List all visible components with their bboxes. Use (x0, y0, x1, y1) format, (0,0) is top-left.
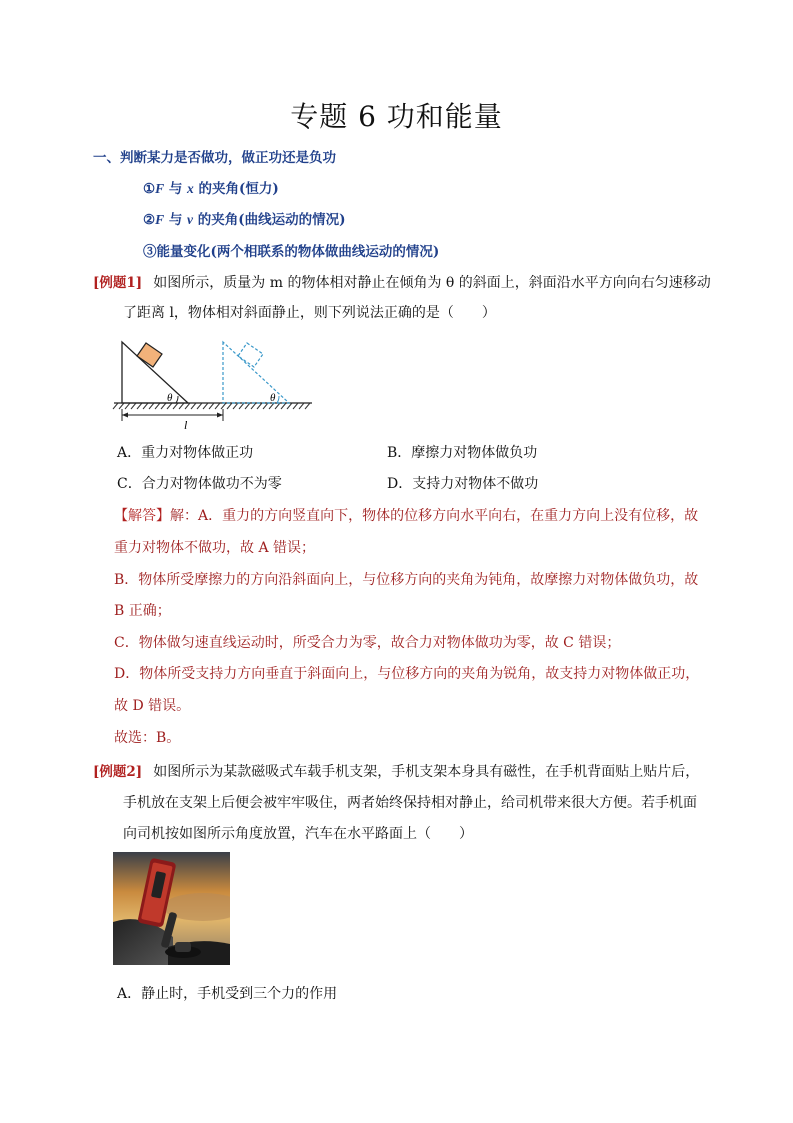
example2-question (93, 760, 699, 781)
section-item-3: ③能量变化(两个相联系的物体做曲线运动的情况) (143, 244, 440, 260)
solution-line-5: C．物体做匀速直线运动时，所受合力为零，故合力对物体做功为零，故 C 错误； (114, 635, 621, 651)
example2-label: [例题2] (93, 764, 143, 780)
solution-label: 【解答】 (114, 508, 170, 524)
option-a: A．重力对物体做正功 (117, 445, 254, 461)
page-title: 专题 6 功和能量 (290, 100, 503, 133)
example2-option-a: A．静止时，手机受到三个力的作用 (117, 986, 338, 1002)
section-item-1: ①F 与 x 的夹角(恒力) (143, 181, 279, 197)
solution-line-4: B 正确； (114, 603, 171, 619)
example1-question-line2: 了距离 l，物体相对斜面静止，则下列说法正确的是（ ） (123, 305, 496, 321)
solution-line-6: D．物体所受支持力方向垂直于斜面向上，与位移方向的夹角为锐角，故支持力对物体做正功， (114, 666, 700, 682)
example1-question-line1: 如图所示，质量为 m 的物体相对静止在倾角为 θ 的斜面上，斜面沿水平方向向右匀速移动 (153, 275, 711, 291)
solution-line-3: B．物体所受摩擦力的方向沿斜面向上，与位移方向的夹角为钝角，故摩擦力对物体做负功，故 (114, 572, 699, 588)
example2-question-line3: 向司机按如图所示角度放置，汽车在水平路面上（ ） (123, 826, 473, 842)
solution-line-2: 重力对物体不做功，故 A 错误； (114, 540, 316, 556)
inclined-plane-figure (112, 336, 318, 432)
example2-question-line2: 手机放在支架上后便会被牢牢吸住，两者始终保持相对静止，给司机带来很大方便。若手机面 (123, 795, 697, 811)
example1-question (93, 271, 711, 292)
angle-label-1: θ (167, 392, 173, 404)
solution-line-1: 【解答】解：A．重力的方向竖直向下，物体的位移方向水平向右，在重力方向上没有位移，故 (114, 508, 699, 524)
phone-holder-photo (113, 852, 230, 965)
example2-question-line1: 如图所示为某款磁吸式车载手机支架，手机支架本身具有磁性，在手机背面贴上贴片后， (153, 764, 700, 780)
section-item-2: ②F 与 v 的夹角(曲线运动的情况) (143, 212, 346, 228)
option-d: D．支持力对物体不做功 (387, 476, 539, 492)
option-c: C．合力对物体做功不为零 (117, 476, 282, 492)
option-b: B．摩擦力对物体做负功 (387, 445, 538, 461)
solution-line-8: 故选：B。 (114, 730, 181, 746)
solution-line-7: 故 D 错误。 (114, 698, 191, 714)
distance-label: l (184, 418, 188, 432)
angle-label-2: θ (270, 392, 276, 404)
example1-label: [例题1] (93, 275, 143, 291)
section-heading: 一、判断某力是否做功，做正功还是负功 (93, 150, 336, 166)
